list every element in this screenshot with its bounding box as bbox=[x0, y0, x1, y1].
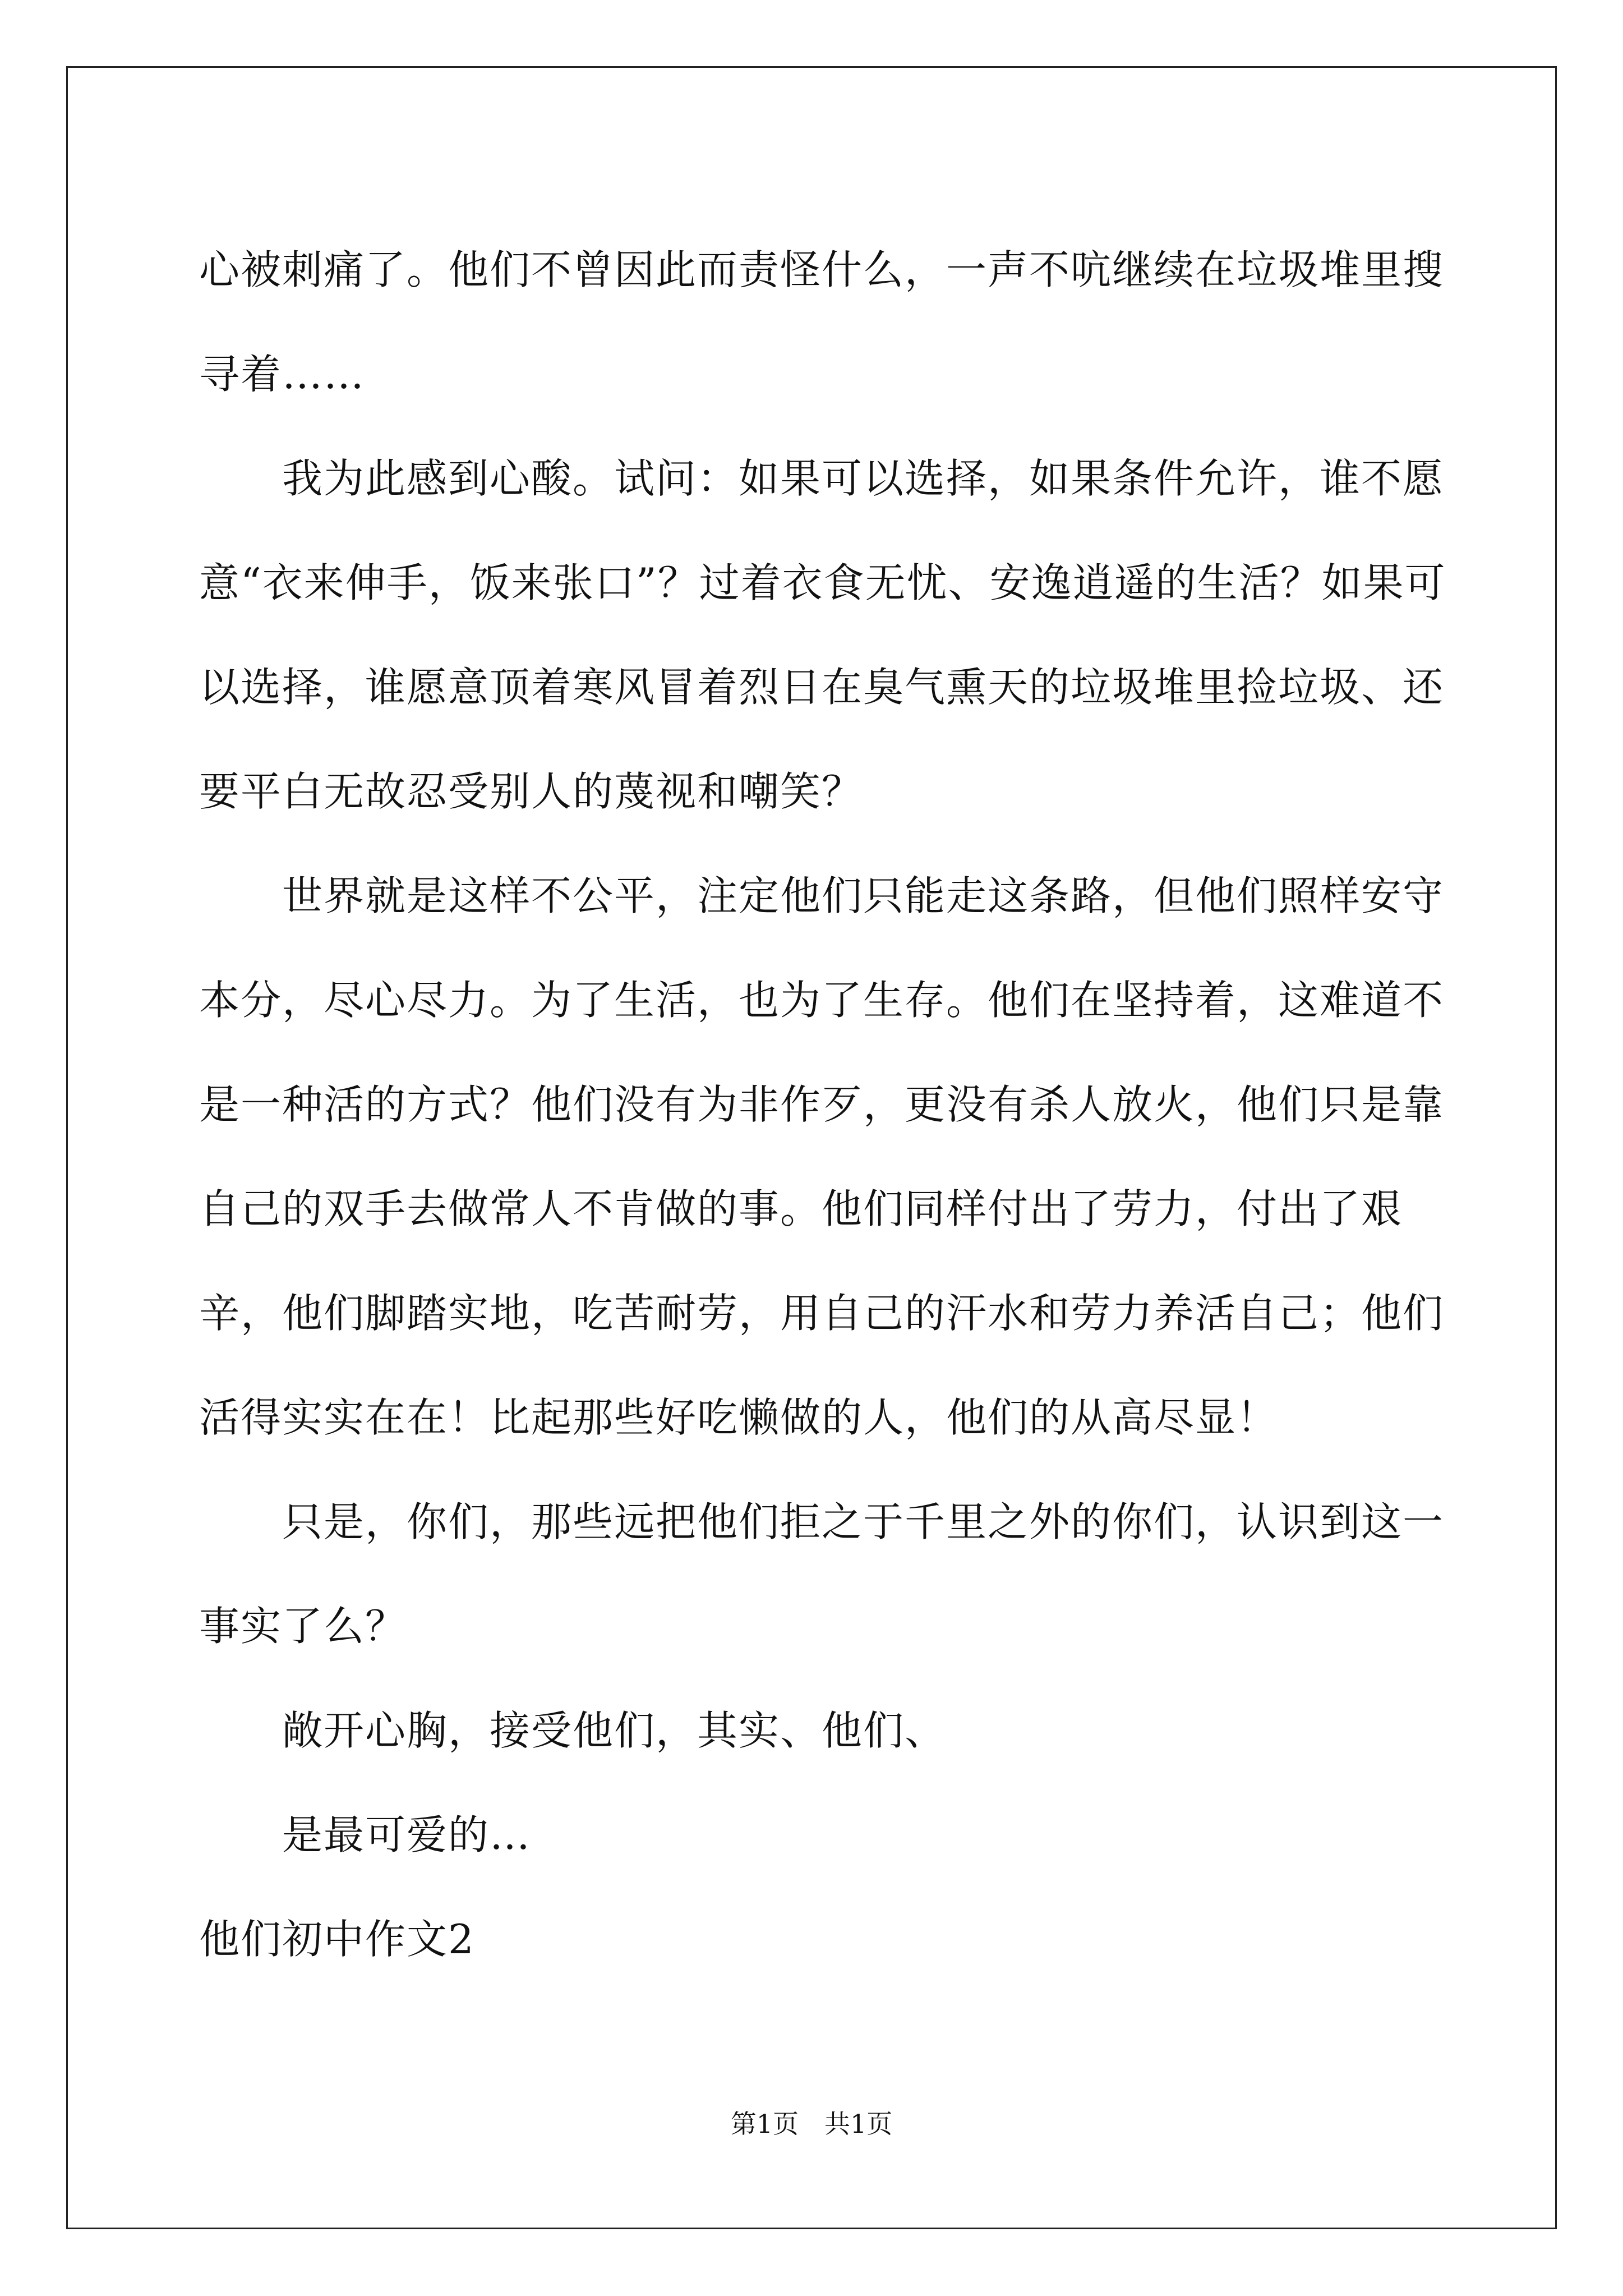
paragraph-3: 世界就是这样不公平，注定他们只能走这条路，但他们照样安守本分，尽心尽力。为了生活，也为了生存。他们在坚持着，这难道不是一种活的方式？他们没有为非作歹，更没有杀人放火，他们只是靠自己的双手去做常人不肯做的事。他们同样付出了劳力，付出了艰辛，他们脚踏实地，吃苦耐劳，用自己的汗水和劳力养活自己；他们活得实实在在！比起那些好吃懒做的人，他们的从高尽显！ bbox=[199, 872, 1445, 1441]
paragraph-2: 我为此感到心酸。试问：如果可以选择，如果条件允许，谁不愿意“衣来伸手，饭来张口”？过着衣食无忧、安逸逍遥的生活？如果可以选择，谁愿意顶着寒风冒着烈日在臭气熏天的垃圾堆里捡垃圾、还要平白无故忍受别人的蔑视和嘲笑？ bbox=[199, 455, 1446, 815]
page-number-footer: 第1页 共1页 bbox=[730, 2109, 893, 2139]
paragraph-1: 心被刺痛了。他们不曾因此而责怪什么，一声不吭继续在垃圾堆里搜寻着…… bbox=[199, 246, 1445, 398]
section-heading: 他们初中作文2 bbox=[199, 1916, 475, 1963]
paragraph-4: 只是，你们，那些远把他们拒之于千里之外的你们，认识到这一事实了么？ bbox=[199, 1498, 1445, 1650]
paragraph-6: 是最可爱的… bbox=[282, 1811, 532, 1858]
paragraph-5: 敞开心胸，接受他们，其实、他们、 bbox=[282, 1707, 947, 1754]
document-body bbox=[199, 218, 1455, 1991]
